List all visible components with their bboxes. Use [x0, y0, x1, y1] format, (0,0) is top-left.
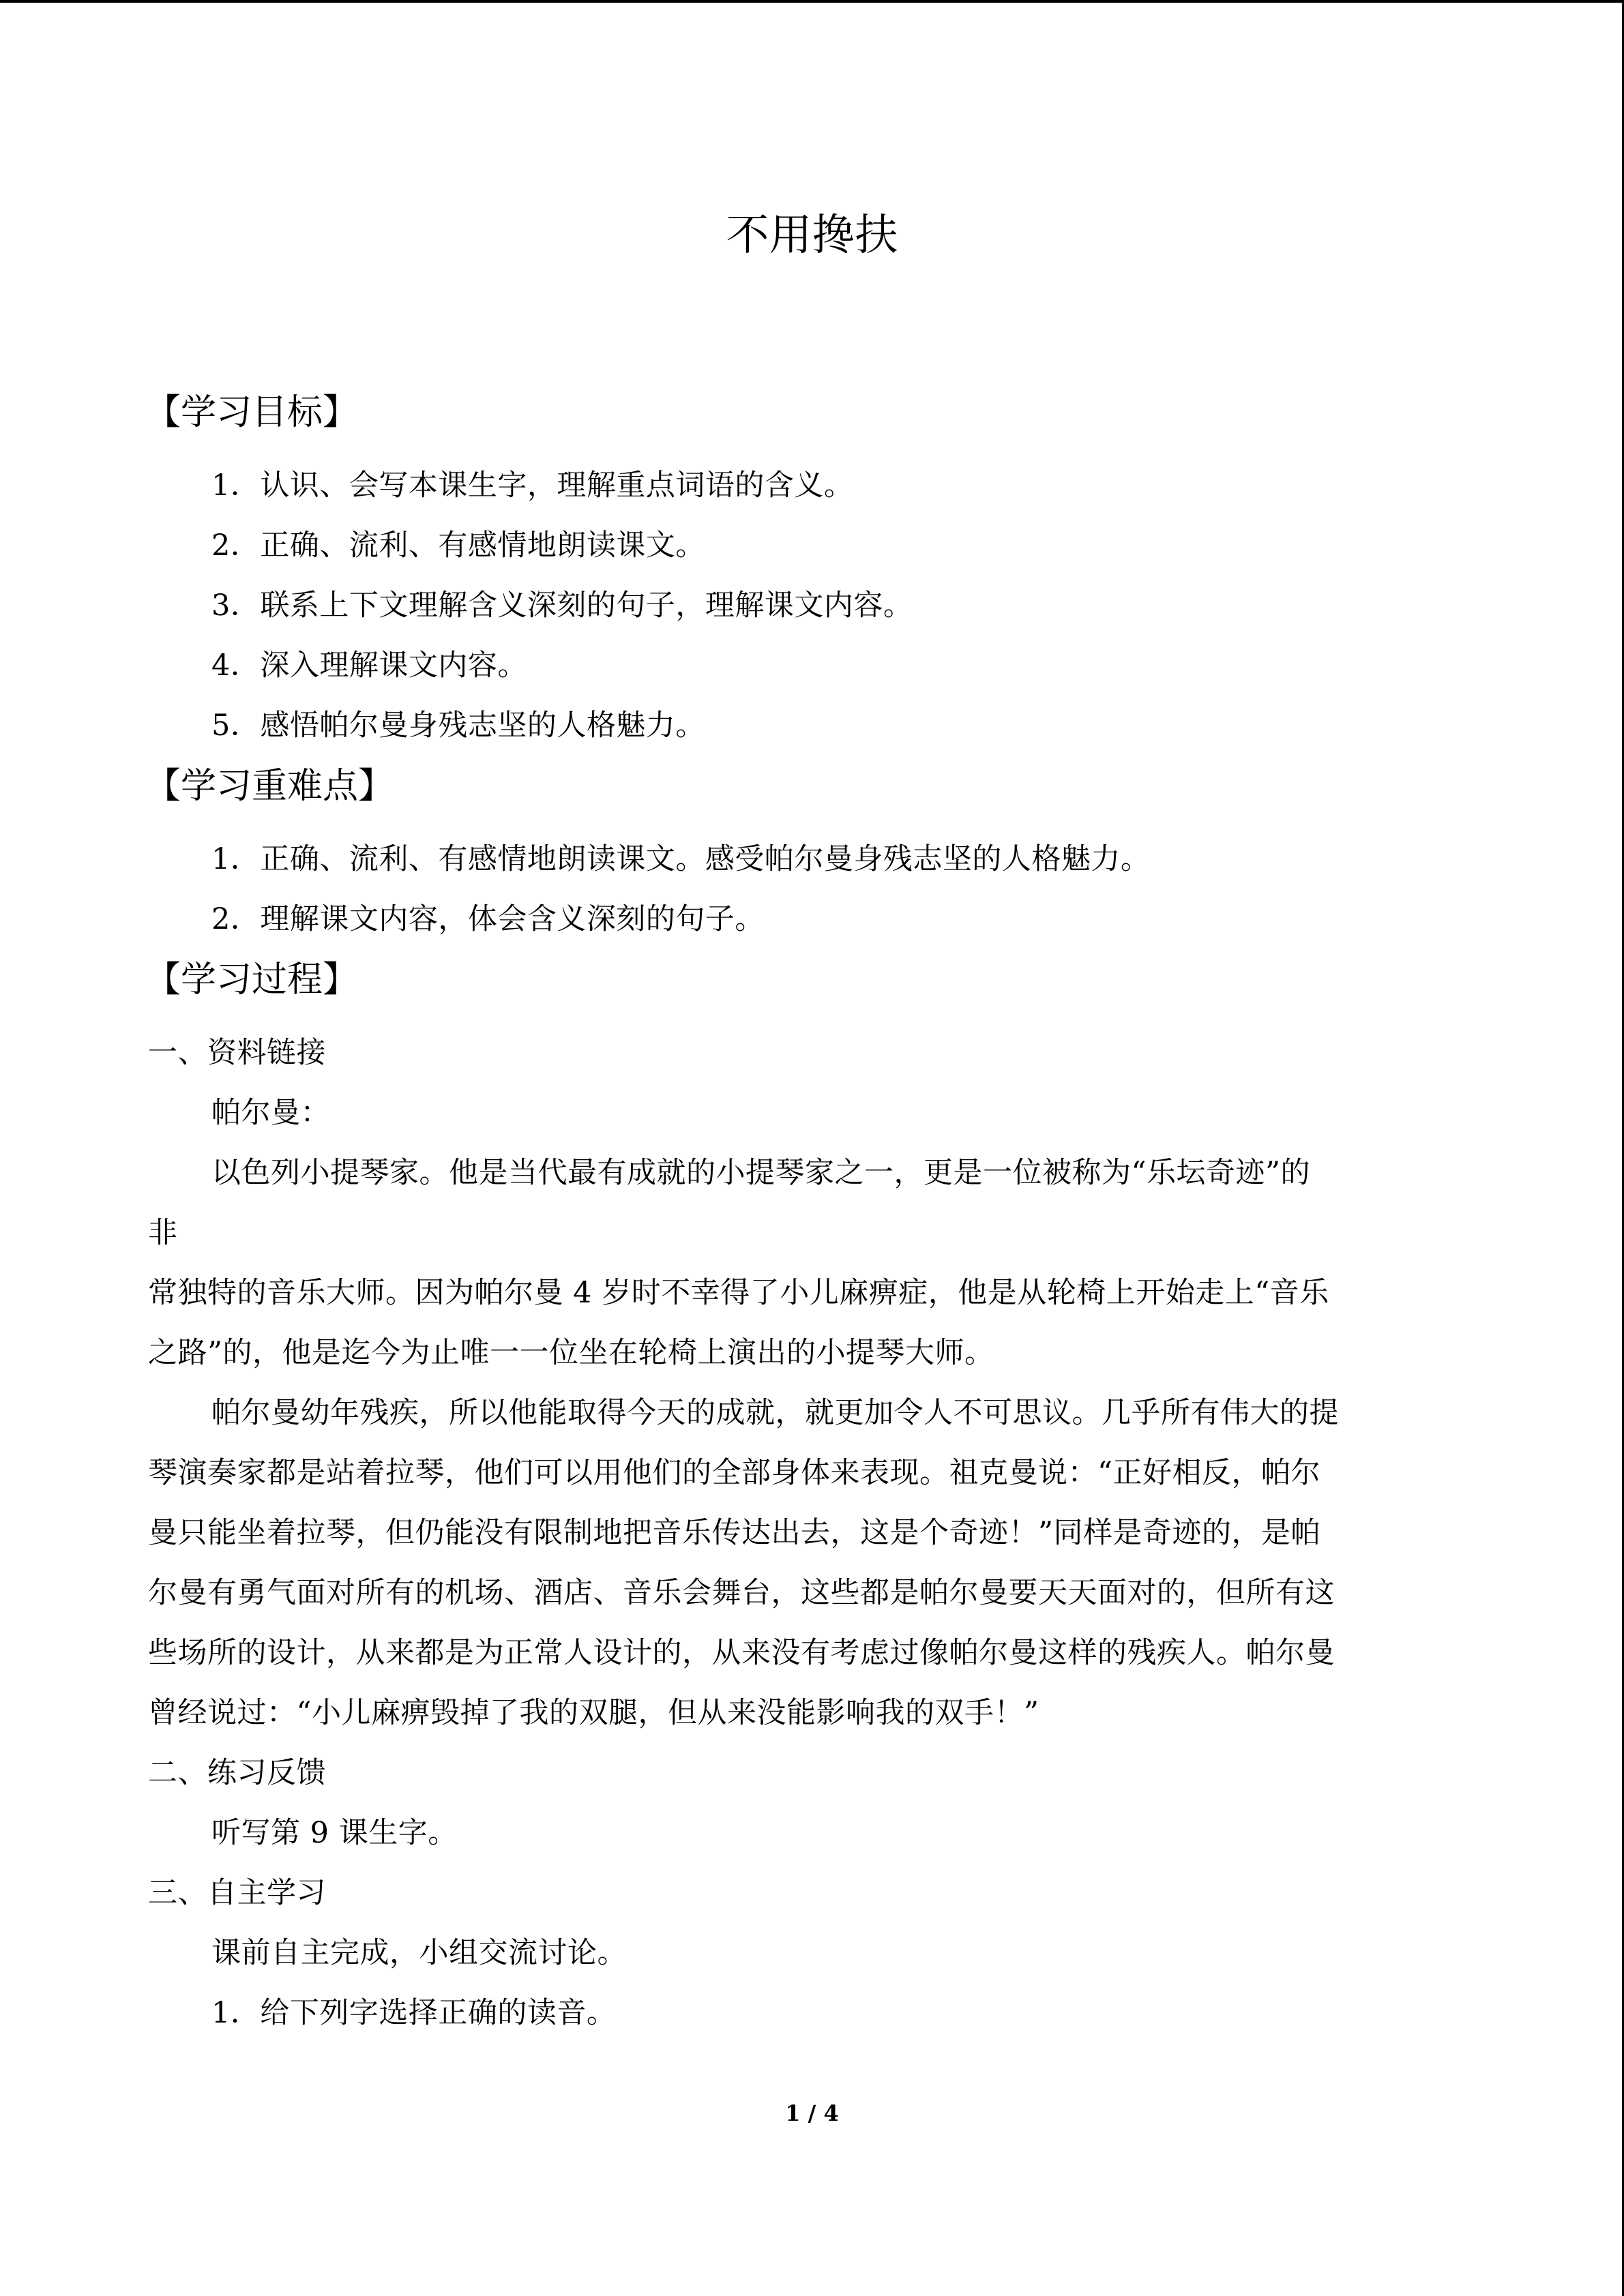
- subsection-heading: 一、资料链接: [148, 1036, 326, 1070]
- paragraph-line: 以色列小提琴家。他是当代最有成就的小提琴家之一，更是一位被称为“乐坛奇迹”的: [211, 1156, 1310, 1190]
- goal-item: 2．正确、流利、有感情地朗读课文。: [211, 528, 705, 563]
- paragraph-line: 帕尔曼幼年残疾，所以他能取得今天的成就，就更加令人不可思议。几乎所有伟大的提: [211, 1396, 1339, 1430]
- subsection-heading: 二、练习反馈: [148, 1756, 326, 1790]
- paragraph-line: 常独特的音乐大师。因为帕尔曼 4 岁时不幸得了小儿麻痹症，他是从轮椅上开始走上“音乐: [148, 1276, 1329, 1310]
- paragraph-line: 帕尔曼：: [211, 1096, 330, 1130]
- document-body: [145, 382, 1458, 2043]
- spacer: [148, 1011, 1458, 1023]
- goal-item: 3．联系上下文理解含义深刻的句子，理解课文内容。: [211, 588, 913, 623]
- exercise-item: 1．给下列字选择正确的读音。: [211, 1996, 617, 2030]
- section-heading-process: 【学习过程】: [145, 959, 359, 1000]
- goal-item: 1．认识、会写本课生字，理解重点词语的含义。: [211, 468, 854, 503]
- keypoint-item: 2．理解课文内容，体会含义深刻的句子。: [211, 902, 765, 936]
- paragraph-line: 曼只能坐着拉琴，但仍能没有限制地把音乐传达出去，这是个奇迹！”同样是奇迹的，是帕: [148, 1516, 1320, 1550]
- page-top-border: [0, 0, 1624, 3]
- paragraph-line: 尔曼有勇气面对所有的机场、酒店、音乐会舞台，这些都是帕尔曼要天天面对的，但所有这: [148, 1576, 1335, 1610]
- paragraph-line: 琴演奏家都是站着拉琴，他们可以用他们的全部身体来表现。祖克曼说：“正好相反，帕尔: [148, 1456, 1320, 1490]
- spacer: [148, 817, 1458, 829]
- goal-item: 4．深入理解课文内容。: [211, 648, 527, 683]
- paragraph-line: 之路”的，他是迄今为止唯一一位坐在轮椅上演出的小提琴大师。: [148, 1336, 994, 1370]
- spacer: [148, 443, 1458, 456]
- keypoint-item: 1．正确、流利、有感情地朗读课文。感受帕尔曼身残志坚的人格魅力。: [211, 842, 1151, 876]
- paragraph-line: 非: [148, 1216, 178, 1250]
- page-number: 1 / 4: [785, 2100, 839, 2126]
- document-title: 不用搀扶: [726, 210, 898, 260]
- paragraph-line: 曾经说过：“小儿麻痹毁掉了我的双腿，但从来没能影响我的双手！”: [148, 1696, 1039, 1730]
- paragraph-line: 听写第 9 课生字。: [211, 1816, 458, 1850]
- section-heading-keypoints: 【学习重难点】: [145, 766, 394, 807]
- paragraph-line: 些场所的设计，从来都是为正常人设计的，从来没有考虑过像帕尔曼这样的残疾人。帕尔曼: [148, 1636, 1335, 1670]
- section-heading-goals: 【学习目标】: [145, 392, 359, 433]
- subsection-heading: 三、自主学习: [148, 1876, 326, 1910]
- goal-item: 5．感悟帕尔曼身残志坚的人格魅力。: [211, 709, 705, 743]
- paragraph-line: 课前自主完成，小组交流讨论。: [211, 1936, 627, 1970]
